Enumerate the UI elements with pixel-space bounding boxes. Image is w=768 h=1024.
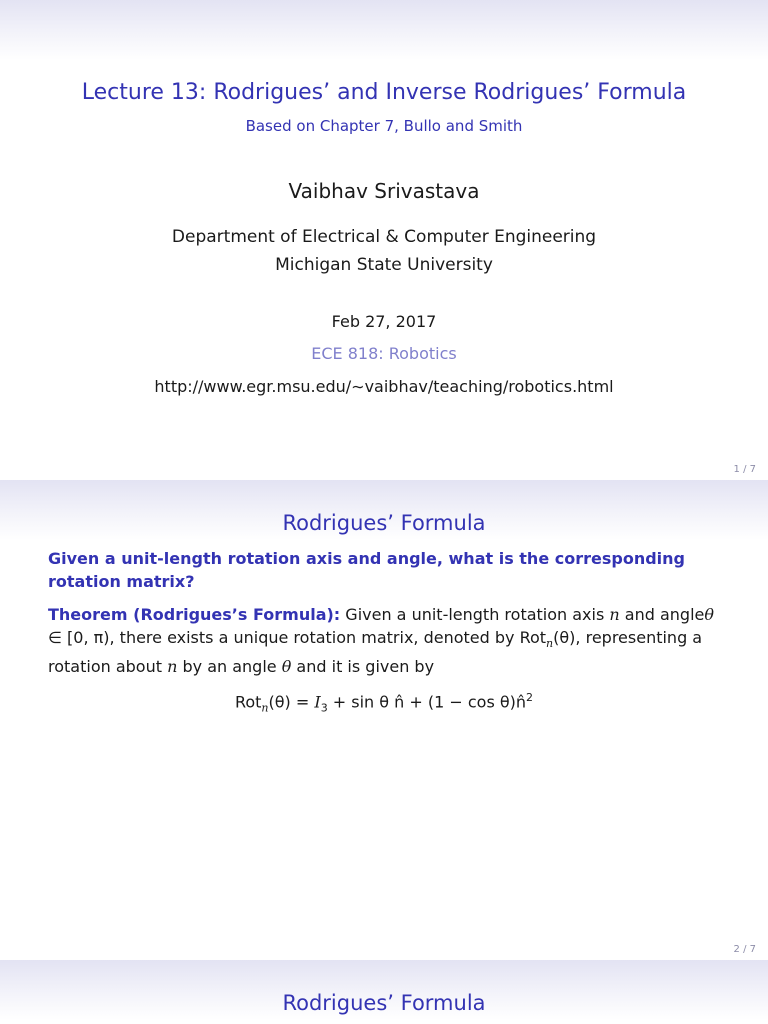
slide-header-band [0, 0, 768, 60]
page-number: 2 / 7 [733, 944, 756, 955]
equation-part: 3 [320, 701, 328, 715]
course-name: ECE 818: Robotics [311, 344, 457, 363]
equation-part: n [261, 701, 269, 715]
theorem-text: (θ), representing a rotation about [48, 628, 703, 677]
course-url[interactable]: http://www.egr.msu.edu/∼vaibhav/teaching/robotics.html [154, 377, 614, 396]
institution-department: Department of Electrical & Computer Engineering [171, 227, 597, 247]
page-number: 1 / 7 [733, 464, 756, 475]
variable-theta: θ [281, 657, 292, 677]
slide-1 [0, 0, 768, 480]
author-name: Vaibhav Srivastava [288, 179, 480, 203]
theorem-text: by an angle [177, 657, 282, 677]
institution-university: Michigan State University [275, 255, 493, 275]
slide-3 [0, 960, 768, 1024]
slide-2 [0, 480, 768, 960]
variable-n: n [546, 637, 554, 651]
theorem-text: ∈ [0, π), there exists a unique rotation matrix, denoted by Rot [48, 628, 547, 647]
variable-theta: θ [704, 605, 715, 624]
lecture-date: Feb 27, 2017 [331, 312, 437, 331]
theorem-text: and it is given by [291, 657, 435, 677]
lecture-title: Lecture 13: Rodrigues’ and Inverse Rodrigues’ Formula [81, 80, 687, 105]
question-text: Given a unit-length rotation axis and angle, what is the corresponding rotation matrix? [48, 549, 685, 591]
equation-part: + sin θ n̂ + (1 − cos θ)n̂ [327, 692, 527, 712]
lecture-subtitle: Based on Chapter 7, Bullo and Smith [245, 117, 523, 135]
equation-part: 2 [526, 691, 534, 704]
theorem-text: Given a unit-length rotation axis [340, 605, 610, 624]
rodrigues-equation [0, 691, 768, 715]
frame-title: Rodrigues’ Formula [282, 511, 486, 535]
equation-part: I [314, 692, 321, 712]
equation-part: (θ) = [268, 692, 315, 712]
frame-title: Rodrigues’ Formula [282, 991, 486, 1015]
theorem-block [48, 603, 728, 678]
theorem-label: Theorem (Rodrigues’s Formula): [48, 605, 341, 624]
variable-n: n [609, 605, 620, 624]
theorem-text: and angle [619, 605, 705, 624]
equation-part: Rot [234, 692, 262, 712]
variable-n: n [167, 657, 178, 677]
